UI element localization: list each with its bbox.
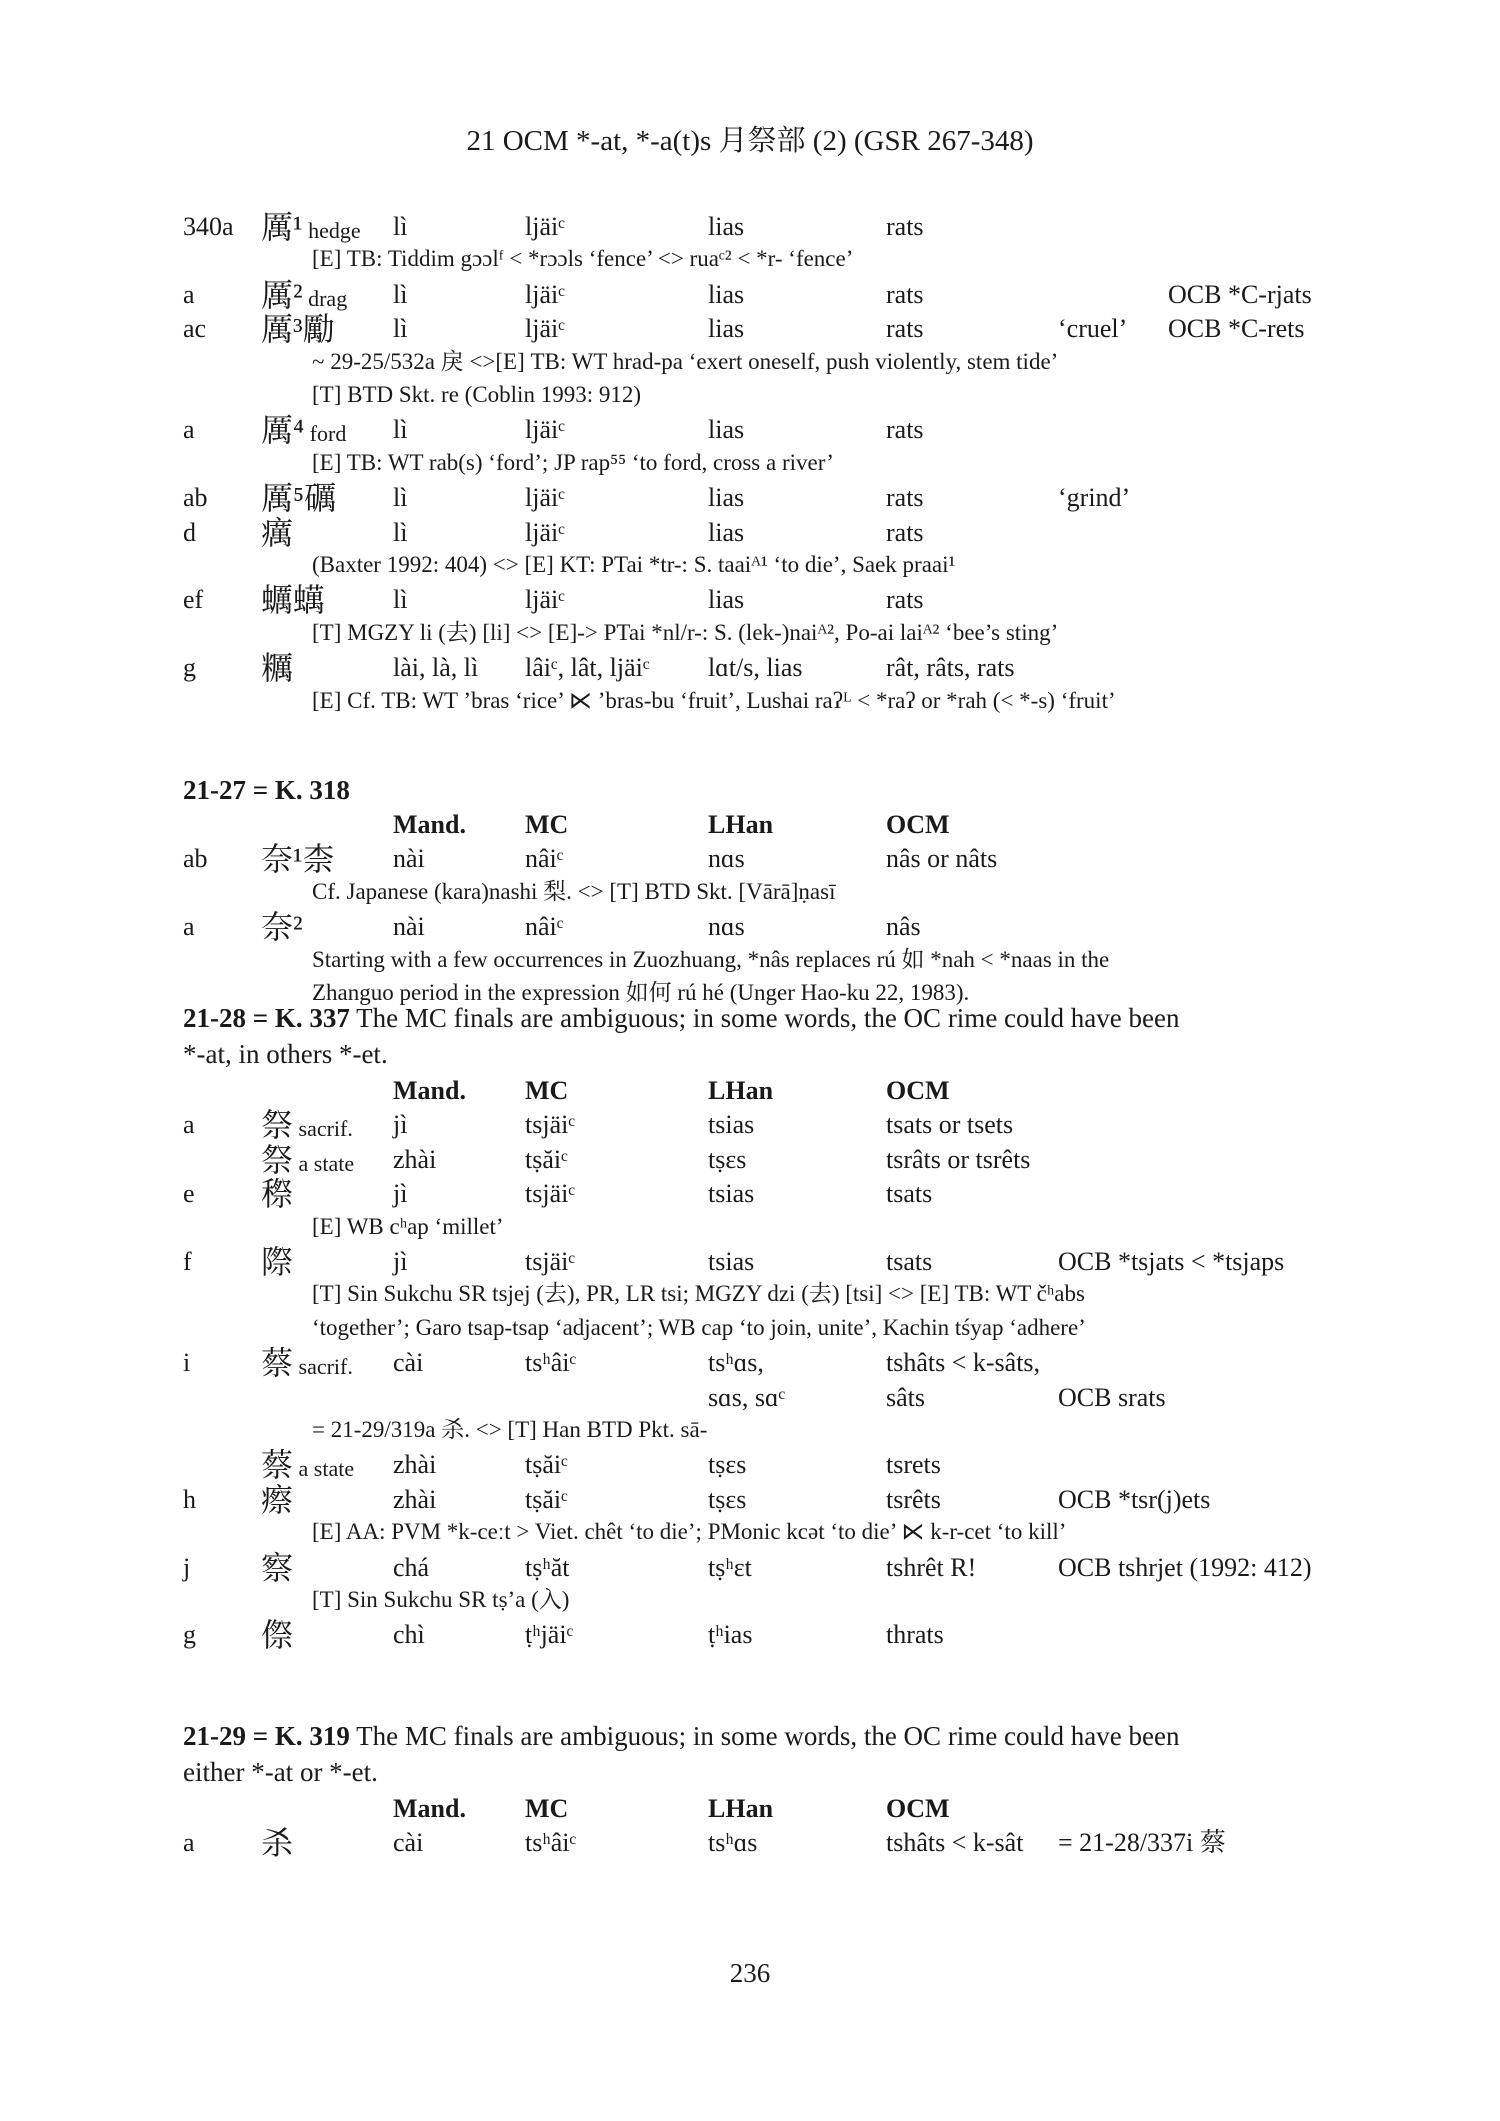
header-lhan: LHan	[708, 810, 774, 839]
mandarin: jì	[393, 1110, 408, 1140]
entry-gloss: sacrif.	[293, 1116, 353, 1142]
entry-note: [T] BTD Skt. re (Coblin 1993: 912)	[312, 382, 641, 407]
chinese-character: 祭	[261, 1107, 294, 1144]
entry-note: [E] Cf. TB: WT ’bras ‘rice’ ⋉ ’bras-bu ‘fruit’, Lushai raʔᴸ < *raʔ or *rah (< *-s) ‘fruit’	[312, 687, 1116, 713]
chinese-character: 厲⁴	[261, 412, 305, 449]
entry-char	[261, 1177, 293, 1214]
column-headers	[183, 1792, 1343, 1826]
late-han: tṣʰɛt	[708, 1552, 752, 1582]
old-chinese: thrats	[886, 1620, 944, 1650]
late-han: lias	[708, 517, 745, 547]
middle-chinese: ljäiᶜ	[525, 517, 565, 547]
section-heading	[183, 772, 1343, 806]
chinese-character: 厲⁵礪	[261, 480, 337, 517]
chinese-character: 傺	[261, 1617, 294, 1654]
old-chinese: rats	[886, 415, 924, 445]
chinese-character: 厲¹	[261, 209, 303, 245]
late-han: tsʰɑs	[708, 1828, 758, 1858]
entry-note: ~ 29-25/532a 戾 <>[E] TB: WT hrad-pa ‘exert oneself, push violently, stem tide’	[312, 348, 1059, 374]
entry-note: [E] AA: PVM *k-ceːt > Viet. chêt ‘to die’; PMonic kcət ‘to die’ ⋉ k-r-cet ‘to kill’	[312, 1519, 1067, 1545]
entry-char	[261, 1143, 354, 1181]
entry-gloss: a state	[293, 1150, 355, 1176]
chinese-character: 蔡	[261, 1447, 294, 1484]
entry-note: Zhanguo period in the expression 如何 rú hé (Unger Hao-ku 22, 1983).	[312, 980, 970, 1005]
entry-char	[261, 1826, 293, 1863]
entry-char	[261, 413, 346, 451]
entry-id: ef	[183, 585, 204, 615]
entry-note: [E] TB: Tiddim gɔɔlᶠ < *rɔɔls ‘fence’ <> ruaᶜ² < *r- ‘fence’	[312, 246, 854, 272]
chinese-character: 穄	[261, 1176, 294, 1213]
section-heading	[183, 1000, 1343, 1034]
entry-char	[261, 516, 293, 553]
entry-row	[183, 481, 1343, 515]
mandarin: lì	[393, 517, 408, 547]
old-chinese: tsrêts	[886, 1484, 941, 1514]
mandarin: lì	[393, 314, 408, 344]
extra-1: OCB *tsjats < *tsjaps	[1058, 1247, 1285, 1276]
old-chinese: tsats or tsets	[886, 1110, 1014, 1140]
late-han: lɑt/s, lias	[708, 653, 803, 683]
entry-id: a	[183, 279, 195, 309]
entry-char	[261, 1245, 293, 1282]
late-han: tṣɛs	[708, 1450, 747, 1480]
old-chinese: tsrâts or tsrêts	[886, 1144, 1031, 1174]
entry-row	[183, 910, 1343, 944]
old-chinese: rats	[886, 314, 924, 344]
entry-row	[183, 1346, 1343, 1380]
middle-chinese: tsjäiᶜ	[525, 1110, 575, 1140]
header-mc: MC	[525, 810, 569, 839]
header-ocm: OCM	[886, 1794, 950, 1823]
old-chinese: sâts	[886, 1382, 925, 1412]
old-chinese: tsrets	[886, 1450, 941, 1480]
entry-note: ‘together’; Garo tsap-tsap ‘adjacent’; WB cap ‘to join, unite’, Kachin tśyap ‘adhere’	[312, 1314, 1086, 1340]
middle-chinese: ljäiᶜ	[525, 212, 565, 241]
extra-1: = 21-28/337i 蔡	[1058, 1828, 1226, 1858]
section-remark: The MC finals are ambiguous; in some words, the OC rime could have been	[349, 1721, 1180, 1751]
entry-char	[261, 1108, 353, 1146]
page-number: 236	[729, 1958, 771, 1988]
entry-id: a	[183, 1828, 195, 1858]
late-han: lias	[708, 314, 745, 344]
extra-1: OCB srats	[1058, 1382, 1166, 1412]
header-ocm: OCM	[886, 810, 950, 839]
header-mand: Mand.	[393, 1076, 466, 1105]
late-han: lias	[708, 585, 745, 615]
late-han: lias	[708, 415, 745, 445]
section-remark-cont: either *-at or *-et.	[183, 1757, 378, 1787]
old-chinese: tshâts < k-sât	[886, 1828, 1024, 1858]
chinese-character: 厲³勵	[261, 311, 335, 348]
chinese-character: 際	[261, 1244, 294, 1280]
entry-id: j	[183, 1552, 191, 1582]
entry-char	[261, 1448, 354, 1486]
entry-gloss: a state	[293, 1456, 355, 1482]
mandarin: chá	[393, 1552, 430, 1582]
entry-row	[183, 1618, 1343, 1652]
entry-note: Cf. Japanese (kara)nashi 梨. <> [T] BTD Skt. [Vārā]ṇasī	[312, 878, 836, 904]
entry-note: [T] Sin Sukchu SR tsjej (去), PR, LR tsi; MGZY dzi (去) [tsi] <> [E] TB: WT čʰabs	[312, 1281, 1085, 1307]
chinese-character: 奈²	[261, 909, 303, 946]
entry-row	[183, 516, 1343, 550]
middle-chinese: ljäiᶜ	[525, 483, 565, 513]
entry-char	[261, 312, 335, 349]
entry-row	[183, 1143, 1343, 1177]
mandarin: lì	[393, 415, 408, 445]
entry-id: g	[183, 653, 196, 683]
mandarin: lài, là, lì	[393, 653, 479, 683]
mandarin: nài	[393, 912, 425, 942]
chinese-character: 祭	[261, 1141, 294, 1178]
old-chinese: tsats	[886, 1247, 933, 1276]
entry-row	[183, 1245, 1343, 1279]
late-han: ṭʰias	[708, 1620, 753, 1650]
middle-chinese: tsʰâiᶜ	[525, 1348, 577, 1378]
entry-id: i	[183, 1348, 191, 1378]
mandarin: zhài	[393, 1144, 437, 1174]
entry-id: h	[183, 1484, 196, 1514]
old-chinese: nâs or nâts	[886, 844, 998, 874]
running-header: 21 OCM *-at, *-a(t)s 月祭部 (2) (GSR 267-348)	[466, 125, 1034, 157]
late-han: lias	[708, 212, 745, 241]
late-han: lias	[708, 279, 745, 309]
old-chinese: rats	[886, 585, 924, 615]
entry-note: [T] Sin Sukchu SR tṣ’a (入)	[312, 1587, 570, 1612]
header-mand: Mand.	[393, 810, 466, 839]
late-han: sɑs, sɑᶜ	[708, 1382, 786, 1412]
entry-id: ac	[183, 314, 207, 344]
column-headers	[183, 1074, 1343, 1108]
mandarin: nài	[393, 844, 425, 874]
entry-row	[183, 1551, 1343, 1585]
column-headers	[183, 808, 1343, 842]
chinese-character: 蔡	[261, 1345, 294, 1382]
entry-row	[183, 583, 1343, 617]
mandarin: cài	[393, 1828, 424, 1858]
mandarin: lì	[393, 279, 408, 309]
section-remark: The MC finals are ambiguous; in some words, the OC rime could have been	[349, 1003, 1180, 1033]
late-han: tṣɛs	[708, 1144, 747, 1174]
middle-chinese: nâiᶜ	[525, 844, 564, 874]
middle-chinese: tṣăiᶜ	[525, 1144, 568, 1174]
chinese-character: 厲²	[261, 276, 303, 313]
section-heading	[183, 1718, 1343, 1752]
middle-chinese: tsjäiᶜ	[525, 1247, 575, 1276]
entry-id: a	[183, 1110, 195, 1140]
section-id: 21-27 = K. 318	[183, 775, 350, 805]
middle-chinese: tṣʰăt	[525, 1552, 570, 1582]
entry-gloss: hedge	[302, 218, 361, 243]
mandarin: lì	[393, 483, 408, 513]
entry-row	[183, 1483, 1343, 1517]
mandarin: lì	[393, 212, 408, 241]
late-han: tsias	[708, 1247, 755, 1276]
entry-row	[183, 651, 1343, 685]
chinese-character: 瘵	[261, 1481, 294, 1518]
mandarin: cài	[393, 1348, 424, 1378]
middle-chinese: ljäiᶜ	[525, 415, 565, 445]
late-han: lias	[708, 483, 745, 513]
entry-char	[261, 210, 361, 248]
middle-chinese: nâiᶜ	[525, 912, 564, 942]
header-ocm: OCM	[886, 1076, 950, 1105]
chinese-character: 杀	[261, 1825, 294, 1862]
chinese-character: 察	[261, 1549, 294, 1586]
entry-gloss: ford	[304, 421, 347, 447]
extra-1: ‘grind’	[1058, 483, 1131, 513]
chinese-character: 蠣蠇	[261, 582, 326, 619]
entry-id: ab	[183, 844, 208, 874]
entry-row	[183, 1381, 1343, 1415]
entry-char	[261, 1483, 293, 1520]
mandarin: lì	[393, 585, 408, 615]
extra-1: ‘cruel’	[1058, 314, 1128, 344]
middle-chinese: ljäiᶜ	[525, 314, 565, 344]
extra-2: OCB *C-rets	[1168, 314, 1305, 344]
mandarin: zhài	[393, 1484, 437, 1514]
old-chinese: tsats	[886, 1179, 933, 1209]
entry-char	[261, 910, 303, 947]
entry-char	[261, 1551, 293, 1588]
mandarin: chì	[393, 1620, 425, 1650]
header-mc: MC	[525, 1076, 569, 1105]
entry-row	[183, 1108, 1343, 1142]
header-lhan: LHan	[708, 1076, 774, 1105]
entry-gloss: sacrif.	[293, 1354, 353, 1380]
extra-1: OCB tshrjet (1992: 412)	[1058, 1552, 1312, 1582]
chinese-character: 糲	[261, 650, 294, 687]
extra-1: OCB *tsr(j)ets	[1058, 1484, 1211, 1514]
middle-chinese: tsʰâiᶜ	[525, 1828, 577, 1858]
entry-gloss: drag	[302, 285, 348, 311]
entry-row	[183, 413, 1343, 447]
entry-char	[261, 651, 293, 688]
header-mc: MC	[525, 1794, 569, 1823]
section-id: 21-28 = K. 337	[183, 1003, 350, 1033]
extra-2: OCB *C-rjats	[1168, 279, 1312, 309]
entry-row	[183, 1826, 1343, 1860]
entry-id: f	[183, 1247, 192, 1276]
middle-chinese: tsjäiᶜ	[525, 1179, 575, 1209]
mandarin: jì	[393, 1247, 408, 1276]
old-chinese: tshrêt R!	[886, 1552, 977, 1582]
entry-id: g	[183, 1620, 196, 1650]
mandarin: jì	[393, 1179, 408, 1209]
entry-row	[183, 1448, 1343, 1482]
middle-chinese: tṣăiᶜ	[525, 1484, 568, 1514]
old-chinese: rats	[886, 483, 924, 513]
old-chinese: rats	[886, 279, 924, 309]
entry-id: d	[183, 517, 196, 547]
entry-id: e	[183, 1179, 195, 1209]
section-remark-cont: *-at, in others *-et.	[183, 1039, 388, 1069]
header-lhan: LHan	[708, 1794, 774, 1823]
section-id: 21-29 = K. 319	[183, 1721, 350, 1751]
middle-chinese: tṣăiᶜ	[525, 1450, 568, 1480]
entry-char	[261, 583, 325, 620]
entry-id: 340a	[183, 212, 234, 241]
middle-chinese: ljäiᶜ	[525, 585, 565, 615]
entry-char	[261, 1346, 353, 1384]
late-han: tṣɛs	[708, 1484, 747, 1514]
late-han: tsʰɑs,	[708, 1348, 764, 1378]
late-han: nɑs	[708, 912, 745, 942]
entry-char	[261, 1618, 293, 1655]
entry-note: Starting with a few occurrences in Zuozhuang, *nâs replaces rú 如 *nah < *naas in the	[312, 946, 1110, 972]
entry-note: [E] WB cʰap ‘millet’	[312, 1213, 504, 1239]
entry-note: (Baxter 1992: 404) <> [E] KT: PTai *tr-: S. taaiᴬ¹ ‘to die’, Saek praai¹	[312, 552, 956, 577]
entry-row	[183, 312, 1343, 346]
entry-char	[261, 842, 335, 879]
entry-char	[261, 481, 336, 518]
middle-chinese: ljäiᶜ	[525, 279, 565, 309]
header-mand: Mand.	[393, 1794, 466, 1823]
late-han: tsias	[708, 1110, 755, 1140]
entry-note: [E] TB: WT rab(s) ‘ford’; JP rap⁵⁵ ‘to ford, cross a river’	[312, 449, 834, 475]
chinese-character: 癘	[261, 514, 294, 551]
entry-id: a	[183, 415, 195, 445]
middle-chinese: lâiᶜ, lât, ljäiᶜ	[525, 653, 650, 683]
entry-row	[183, 842, 1343, 876]
entry-id: a	[183, 912, 195, 942]
entry-note: = 21-29/319a 杀. <> [T] Han BTD Pkt. sā-	[312, 1417, 708, 1442]
entry-char	[261, 278, 347, 316]
entry-id: ab	[183, 483, 208, 513]
chinese-character: 奈¹柰	[261, 841, 335, 878]
old-chinese: rats	[886, 212, 924, 241]
late-han: nɑs	[708, 844, 745, 874]
mandarin: zhài	[393, 1450, 437, 1480]
middle-chinese: ṭʰjäiᶜ	[525, 1620, 574, 1650]
old-chinese: rât, râts, rats	[886, 653, 1015, 683]
old-chinese: rats	[886, 517, 924, 547]
entry-row	[183, 210, 1343, 244]
old-chinese: nâs	[886, 912, 921, 942]
old-chinese: tshâts < k-sâts,	[886, 1348, 1041, 1378]
entry-note: [T] MGZY li (去) [li] <> [E]-> PTai *nl/r-: S. (lek-)naiᴬ², Po-ai laiᴬ² ‘bee’s sting’	[312, 619, 1059, 645]
late-han: tsias	[708, 1179, 755, 1209]
entry-row	[183, 1177, 1343, 1211]
entry-row	[183, 278, 1343, 312]
